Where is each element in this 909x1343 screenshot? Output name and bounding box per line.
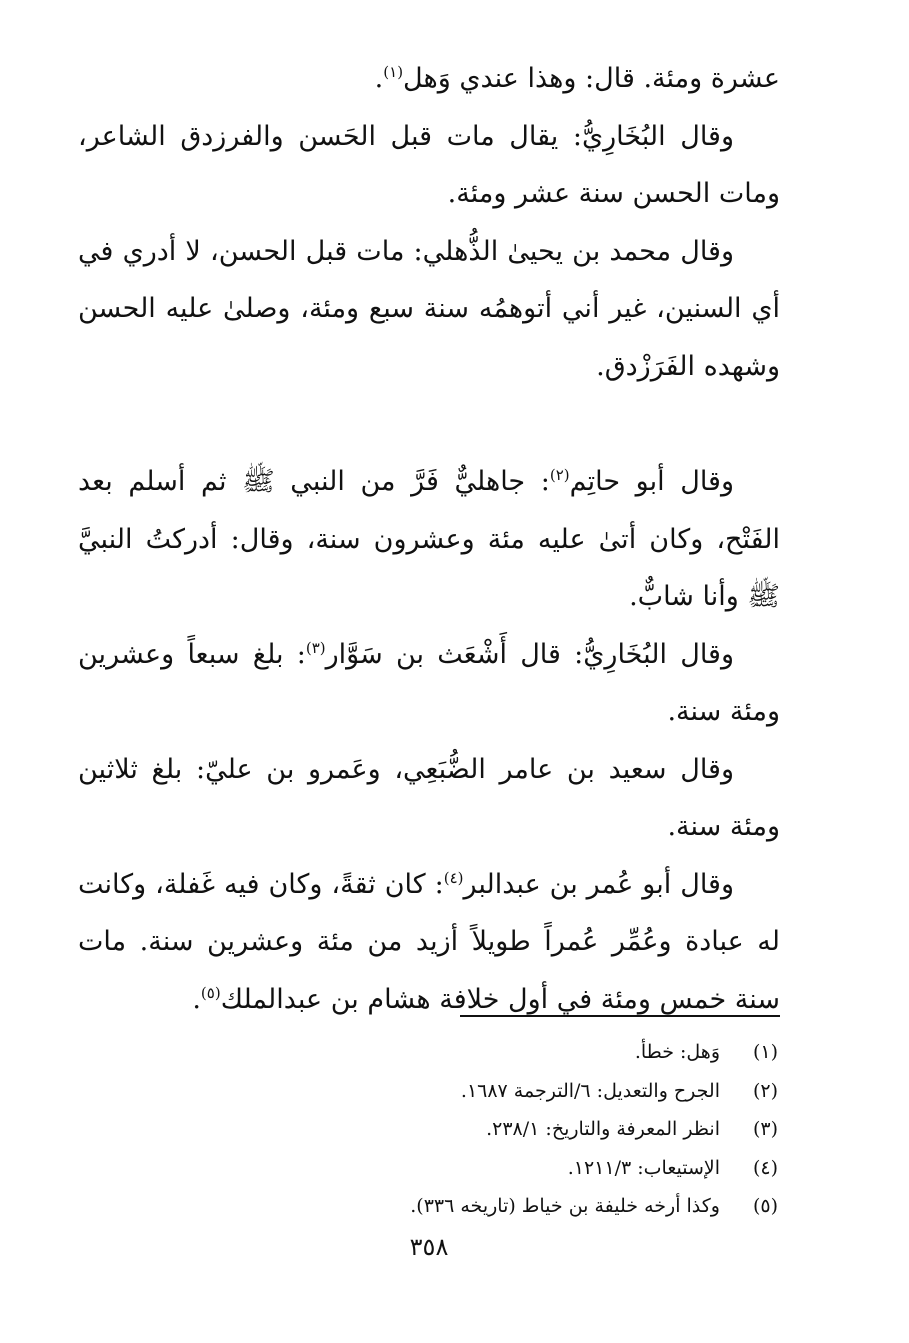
footnote-ref-5: (٥) <box>200 983 221 1002</box>
footnote-1 <box>78 1033 780 1072</box>
paragraph-1-end: . <box>374 63 384 94</box>
paragraph-4 <box>78 453 780 626</box>
section-gap <box>78 395 780 453</box>
footnote-5 <box>78 1187 780 1226</box>
footnote-2 <box>78 1072 780 1111</box>
paragraph-7-rest: : كان ثقةً، وكان فيه غَفلة، وكانت له عبادة وعُمِّر عُمراً طويلاً أزيد من مئة وعشرين سنة. مات سنة خمس ومئة في أول خلافة هشام بن عبدالملك <box>78 868 780 1015</box>
footnote-text: انظر المعرفة والتاريخ: ٢٣٨/١. <box>486 1118 720 1140</box>
footnote-number: (٤) <box>752 1156 778 1179</box>
paragraph-1-text: عشرة ومئة. قال: وهذا عندي وَهل <box>403 63 780 94</box>
footnote-ref-2: (٢) <box>549 466 570 484</box>
footnote-text: الجرح والتعديل: ٦/الترجمة ١٦٨٧. <box>460 1079 720 1102</box>
paragraph-4-rest: : جاهليٌّ فَرَّ من النبي ﷺ ثم أسلم بعد الفَتْح، وكان أتىٰ عليه مئة وعشرون سنة، وقال: أدركتُ النبيَّ ﷺ وأنا شابٌّ. <box>78 466 780 612</box>
footnote-ref-4: (٤) <box>443 868 464 887</box>
paragraph-5 <box>78 626 780 741</box>
footnote-ref-1: (١) <box>383 63 404 81</box>
footnote-text: الإستيعاب: ١٢١١/٣. <box>567 1156 720 1179</box>
footnote-ref-3: (٣) <box>305 638 326 657</box>
paragraph-3 <box>78 223 780 396</box>
paragraph-1 <box>78 50 780 108</box>
paragraph-6 <box>78 741 780 856</box>
footnote-number: (٣) <box>752 1118 778 1140</box>
paragraph-4-text: وقال أبو حاتِم <box>569 466 734 497</box>
footnote-4 <box>78 1149 780 1188</box>
paragraph-6-text: وقال سعيد بن عامر الضُّبَعِي، وعَمرو بن عليّ: بلغ ثلاثين ومئة سنة. <box>78 753 780 842</box>
paragraph-7 <box>78 856 780 1029</box>
paragraph-3-text: وقال محمد بن يحيىٰ الذُّهلي: مات قبل الحسن، لا أدري في أي السنين، غير أني أتوهمُه سنة سبع ومئة، وصلىٰ عليه الحسن وشهده الفَرَزْدق. <box>78 235 780 382</box>
paragraph-2-text: وقال البُخَارِيُّ: يقال مات قبل الحَسن والفرزدق الشاعر، ومات الحسن سنة عشر ومئة. <box>78 120 780 209</box>
paragraph-5-text: وقال البُخَارِيُّ: قال أَشْعَث بن سَوَّار <box>325 638 735 670</box>
footnote-number: (٢) <box>752 1079 778 1102</box>
page-number: ٣٥٨ <box>409 1233 449 1261</box>
footnotes <box>78 1033 780 1226</box>
footnote-number: (١) <box>752 1041 778 1063</box>
footnote-separator <box>460 1015 780 1017</box>
paragraph-7-text: وقال أبو عُمر بن عبدالبر <box>463 868 734 900</box>
footnote-number: (٥) <box>752 1195 778 1217</box>
footnote-3 <box>78 1110 780 1149</box>
footnote-text: وكذا أرخه خليفة بن خياط (تاريخه ٣٣٦). <box>410 1195 720 1217</box>
paragraph-2 <box>78 108 780 223</box>
document-page <box>78 50 780 1310</box>
paragraph-7-end: . <box>192 983 201 1015</box>
footnote-text: وَهل: خطأ. <box>634 1041 720 1063</box>
paragraph-5-rest: : بلغ سبعاً وعشرين ومئة سنة. <box>78 638 780 727</box>
